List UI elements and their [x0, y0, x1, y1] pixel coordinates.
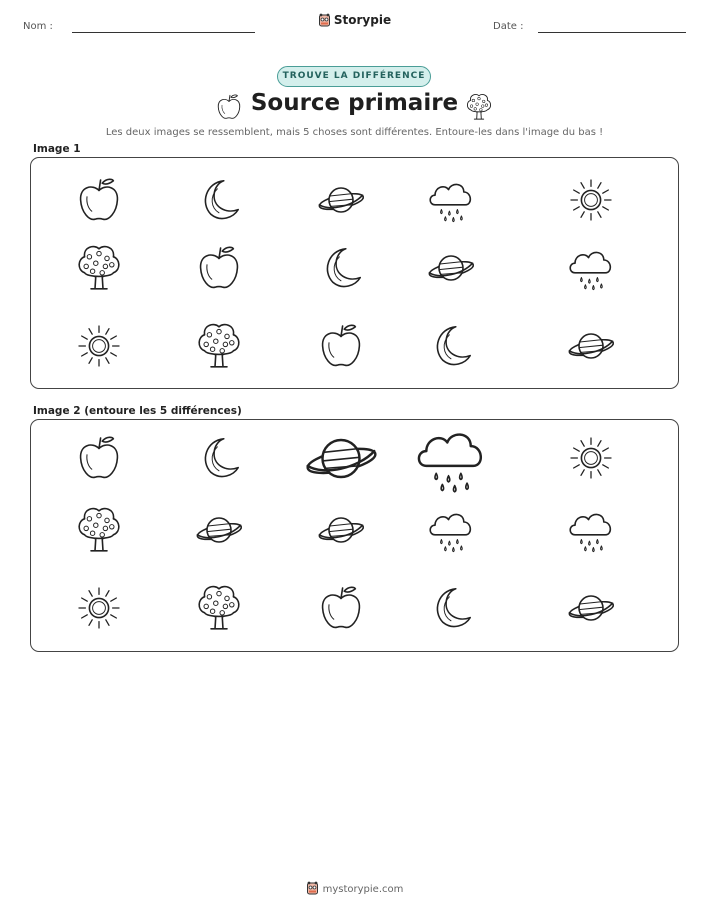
brand-name: Storypie: [333, 13, 392, 27]
planet-icon: [427, 242, 475, 298]
moon-icon: [317, 242, 365, 298]
name-line[interactable]: [72, 32, 255, 33]
planet-icon[interactable]: [304, 418, 378, 503]
planet-icon[interactable]: [567, 582, 615, 638]
footer: [0, 881, 709, 898]
sun-icon[interactable]: [75, 582, 123, 638]
rain-cloud-icon[interactable]: [427, 504, 475, 560]
apple-icon: [195, 242, 243, 298]
date-label: Date :: [493, 21, 524, 32]
sun-icon: [567, 174, 615, 230]
moon-icon: [195, 174, 243, 230]
activity-badge: TROUVE LA DIFFÉRENCE: [277, 66, 431, 87]
image1-label: Image 1: [33, 143, 81, 155]
planet-icon[interactable]: [317, 504, 365, 560]
sun-icon[interactable]: [567, 432, 615, 488]
rain-cloud-icon[interactable]: [414, 418, 488, 503]
brand: [0, 13, 709, 30]
page-title: Source primaire: [250, 90, 459, 116]
tree-icon[interactable]: [75, 504, 123, 560]
rain-cloud-icon: [567, 242, 615, 298]
sun-icon: [75, 320, 123, 376]
moon-icon: [427, 320, 475, 376]
planet-icon: [317, 174, 365, 230]
apple-icon[interactable]: [75, 432, 123, 488]
image2-label: Image 2 (entoure les 5 différences): [33, 405, 242, 417]
storypie-logo-icon: [318, 13, 331, 30]
apple-icon: [75, 174, 123, 230]
apple-icon[interactable]: [317, 582, 365, 638]
moon-icon[interactable]: [195, 432, 243, 488]
storypie-logo-icon: [306, 881, 319, 898]
title-tree-icon: [465, 92, 493, 126]
planet-icon: [567, 320, 615, 376]
tree-icon[interactable]: [195, 582, 243, 638]
rain-cloud-icon: [427, 174, 475, 230]
image2-panel[interactable]: [30, 419, 679, 652]
planet-icon[interactable]: [195, 504, 243, 560]
moon-icon[interactable]: [427, 582, 475, 638]
name-label: Nom :: [23, 21, 53, 32]
rain-cloud-icon[interactable]: [567, 504, 615, 560]
footer-url[interactable]: mystorypie.com: [322, 884, 404, 895]
instructions: Les deux images se ressemblent, mais 5 choses sont différentes. Entoure-les dans l'image du bas !: [105, 127, 604, 138]
date-line[interactable]: [538, 32, 686, 33]
image1-panel: [30, 157, 679, 389]
tree-icon: [75, 242, 123, 298]
tree-icon: [195, 320, 243, 376]
apple-icon: [317, 320, 365, 376]
